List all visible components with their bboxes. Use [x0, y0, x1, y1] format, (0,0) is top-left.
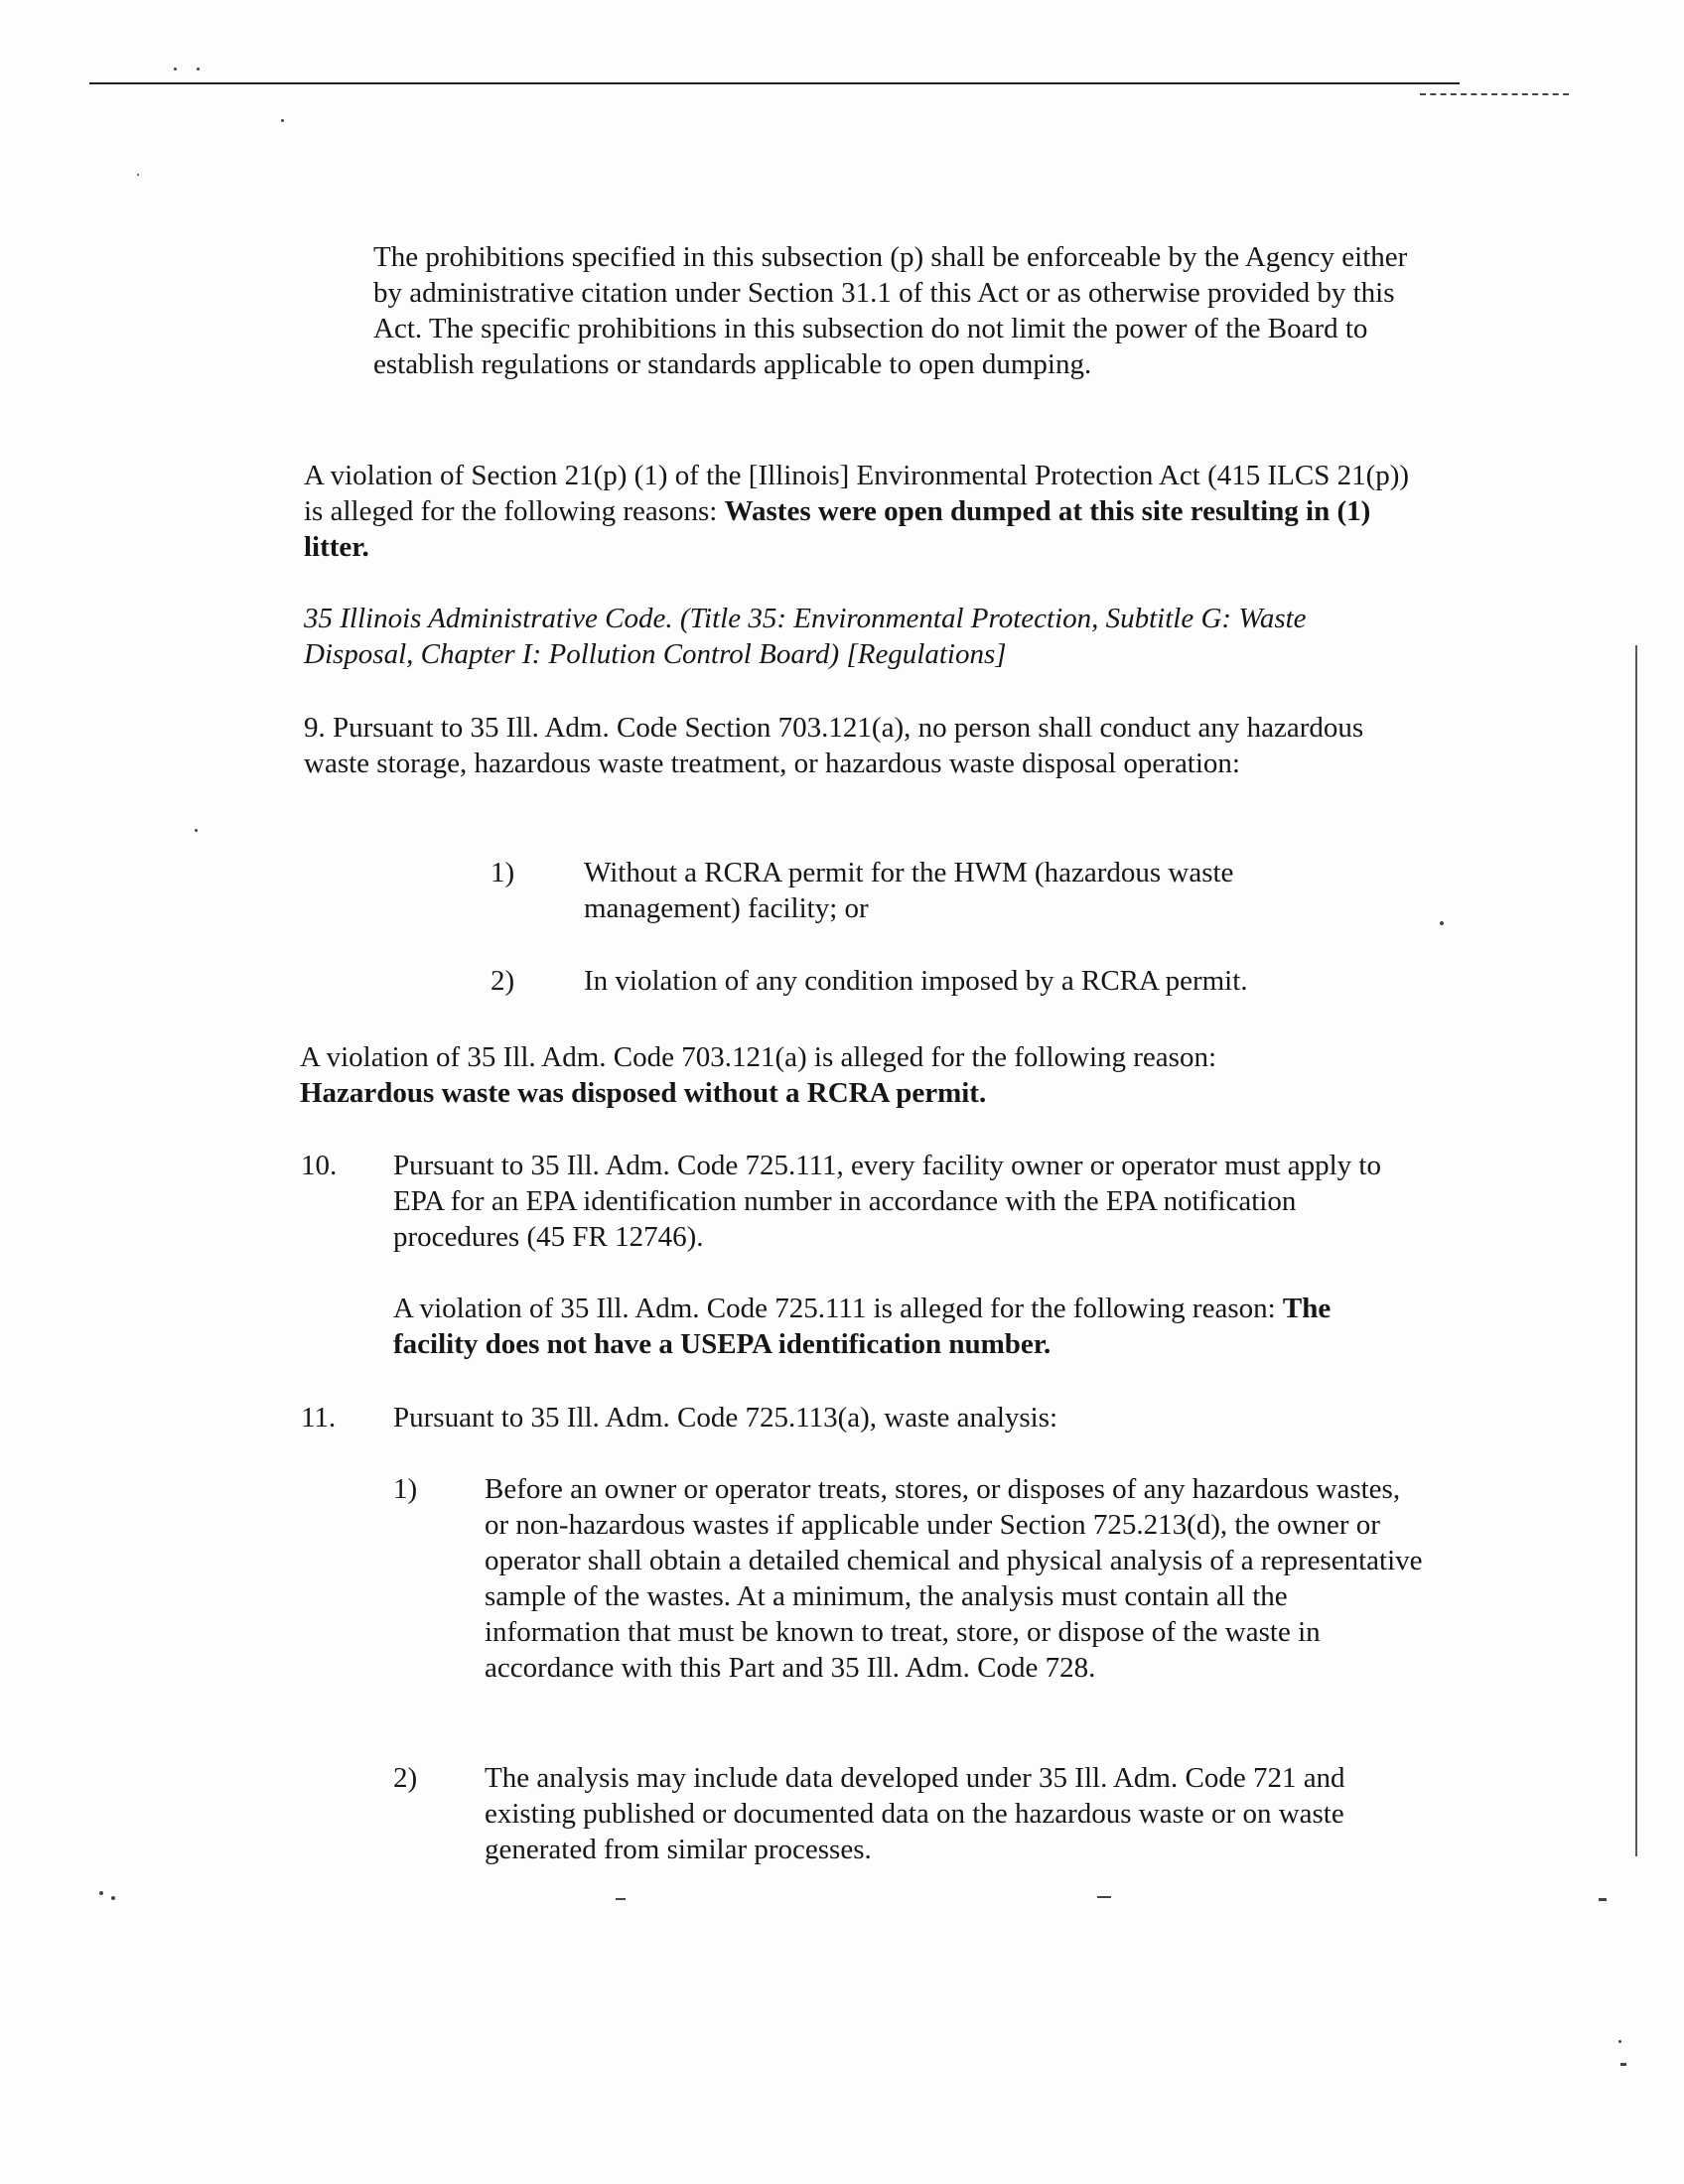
scan-speck [1440, 921, 1444, 925]
scan-speck [137, 174, 139, 176]
scan-speck [281, 119, 284, 122]
code-heading: 35 Illinois Administrative Code. (Title 35: Environmental Protection, Subtitle G: Waste Disposal, Chapter I: Pollution Control Board) [Regulations] [304, 603, 1307, 670]
top-rule [89, 82, 1460, 84]
scan-speck [197, 68, 200, 70]
right-margin-rule [1635, 645, 1637, 1856]
item-11-number: 11. [301, 1402, 337, 1433]
scan-speck [616, 1898, 626, 1900]
violation-21p-reason: Wastes were open dumped at this site resulting in (1) litter. [304, 495, 1371, 563]
scan-speck [1618, 2040, 1621, 2043]
violation-21p-paragraph [304, 458, 1421, 565]
item-9-violation-reason: Hazardous waste was disposed without a RCRA permit. [300, 1077, 987, 1109]
item-9-sub-1-number: 1) [491, 857, 515, 888]
scan-speck [195, 829, 198, 832]
scan-speck [1620, 2063, 1626, 2066]
top-rule-dashed [1420, 93, 1569, 95]
item-9-violation-text: A violation of 35 Ill. Adm. Code 703.121(a) is alleged for the following reason: [300, 1041, 1217, 1073]
scan-speck [99, 1891, 103, 1895]
violation-21p-text: A violation of Section 21(p) (1) of the [Illinois] Environmental Protection Act (415 ILCS 21(p)) is alleged for the following reasons: [304, 460, 1410, 527]
item-10-violation-text: A violation of 35 Ill. Adm. Code 725.111 is alleged for the following reason: [393, 1293, 1283, 1324]
item-10-violation-reason: The facility does not have a USEPA identification number. [393, 1293, 1332, 1360]
scan-speck [1097, 1896, 1111, 1898]
item-10-text: Pursuant to 35 Ill. Adm. Code 725.111, every facility owner or operator must apply to EPA for an EPA identification number in accordance with the EPA notification procedures (45 FR 12746). [393, 1150, 1381, 1253]
scan-speck [174, 68, 177, 70]
item-10-number: 10. [301, 1150, 338, 1181]
item-9-sub-2-number: 2) [491, 965, 515, 997]
item-10-violation-paragraph [393, 1291, 1421, 1362]
item-9-sub-2-text: In violation of any condition imposed by a RCRA permit. [584, 965, 1248, 997]
intro-paragraph: The prohibitions specified in this subsection (p) shall be enforceable by the Agency either by administrative citation under Section 31.1 of this Act or as otherwise provided by this Act. The specific prohibitions in this subsection do not limit the power of the Board to establish regulations or standards applicable to open dumping. [373, 241, 1408, 380]
item-11-text: Pursuant to 35 Ill. Adm. Code 725.113(a), waste analysis: [393, 1402, 1058, 1433]
scan-speck [1599, 1898, 1607, 1901]
scan-speck [111, 1896, 115, 1900]
item-11-sub-2-text: The analysis may include data developed under 35 Ill. Adm. Code 721 and existing published or documented data on the hazardous waste or on waste generated from similar processes. [485, 1762, 1345, 1865]
item-11-sub-1-text: Before an owner or operator treats, stores, or disposes of any hazardous wastes, or non-hazardous wastes if applicable under Section 725.213(d), the owner or operator shall obtain a detailed chemical and physical analysis of a representative sample of the wastes. At a minimum, the analysis must contain all the information that must be known to treat, store, or dispose of the waste in accordance with this Part and 35 Ill. Adm. Code 728. [485, 1473, 1423, 1684]
item-11-sub-2-number: 2) [393, 1762, 418, 1794]
item-9-sub-1-text: Without a RCRA permit for the HWM (hazardous waste management) facility; or [584, 857, 1234, 924]
item-9-paragraph: 9. Pursuant to 35 Ill. Adm. Code Section 703.121(a), no person shall conduct any hazardous waste storage, hazardous waste treatment, or hazardous waste disposal operation: [304, 712, 1364, 779]
item-11-sub-1-number: 1) [393, 1473, 418, 1505]
